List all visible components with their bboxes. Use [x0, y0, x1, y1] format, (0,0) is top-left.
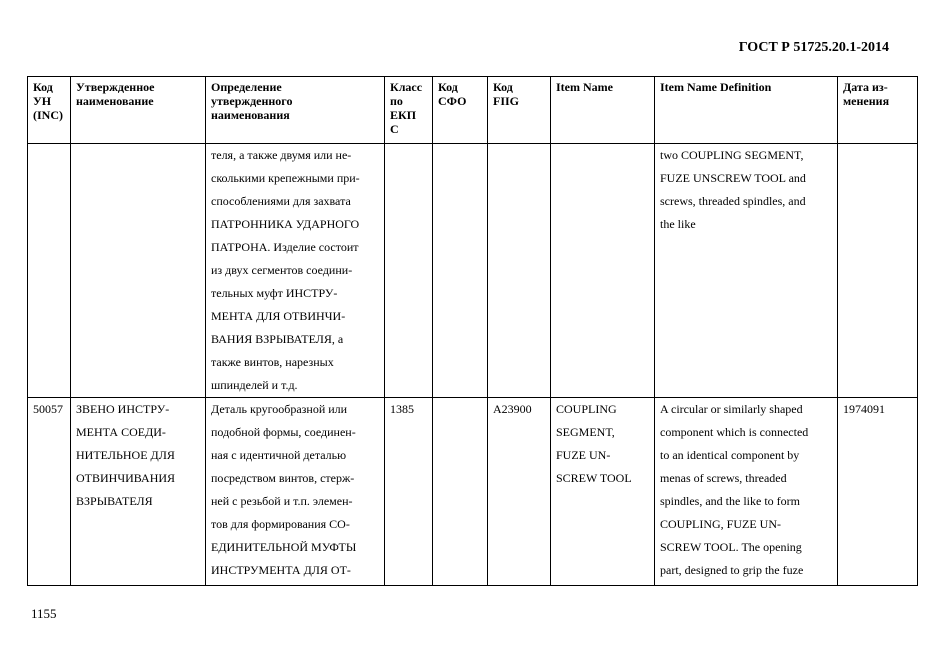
header-class — [385, 77, 433, 144]
cell-text-line: FIIG — [493, 94, 520, 108]
cell-text-line: МЕНТА ДЛЯ ОТВИНЧИ- — [211, 309, 346, 323]
cell-text-line: по — [390, 94, 403, 108]
document-code: ГОСТ Р 51725.20.1-2014 — [738, 40, 889, 55]
cell-text-line: Деталь кругообразной или — [211, 402, 348, 416]
cell-text-line: ВЗРЫВАТЕЛЯ — [76, 494, 153, 508]
cell-text-line: УН — [33, 94, 52, 108]
cell-text-line: ВАНИЯ ВЗРЫВАТЕЛЯ, а — [211, 332, 344, 346]
cell-text-line: A23900 — [493, 402, 532, 416]
cell-text-line: наименование — [76, 94, 154, 108]
cell-text-line: two COUPLING SEGMENT, — [660, 148, 804, 162]
cell-text-line: Утвержденное — [76, 80, 155, 94]
cell-text-line: SCREW TOOL. The opening — [660, 540, 802, 554]
cell-text-line: the like — [660, 217, 696, 231]
cell-text-line: SEGMENT, — [556, 425, 615, 439]
cell-class — [385, 144, 433, 398]
cell-text-line: A circular or similarly shaped — [660, 402, 803, 416]
cell-text-line: С — [390, 122, 399, 136]
header-approved-name — [71, 77, 206, 144]
cell-item-name — [551, 398, 655, 586]
cell-date — [838, 144, 918, 398]
cell-item-definition — [655, 398, 838, 586]
header-date — [838, 77, 918, 144]
header-item-name — [551, 77, 655, 144]
cell-item-name — [551, 144, 655, 398]
cell-text-line: сколькими крепежными при- — [211, 171, 360, 185]
cell-text-line: тов для формирования СО- — [211, 517, 350, 531]
cell-text-line: способлениями для захвата — [211, 194, 351, 208]
header-row — [28, 77, 918, 144]
cell-fiig — [488, 398, 551, 586]
cell-text-line: COUPLING, FUZE UN- — [660, 517, 781, 531]
cell-text-line: НИТЕЛЬНОЕ ДЛЯ — [76, 448, 175, 462]
cell-text-line: menas of screws, threaded — [660, 471, 787, 485]
cell-text-line: COUPLING — [556, 402, 617, 416]
cell-text-line: утвержденного — [211, 94, 293, 108]
cell-text-line: МЕНТА СОЕДИ- — [76, 425, 166, 439]
cell-sfo — [433, 398, 488, 586]
cell-text-line: тельных муфт ИНСТРУ- — [211, 286, 338, 300]
cell-text-line: spindles, and the like to form — [660, 494, 800, 508]
cell-text-line: ЕДИНИТЕЛЬНОЙ МУФТЫ — [211, 540, 357, 554]
cell-text-line: screws, threaded spindles, and — [660, 194, 806, 208]
cell-text-line: наименования — [211, 108, 290, 122]
cell-definition — [206, 144, 385, 398]
cell-text-line: из двух сегментов соедини- — [211, 263, 353, 277]
cell-fiig — [488, 144, 551, 398]
cell-text-line: менения — [843, 94, 890, 108]
cell-text-line: 1974091 — [843, 402, 885, 416]
cell-text-line: Item Name Definition — [660, 80, 772, 94]
cell-text-line: подобной формы, соединен- — [211, 425, 356, 439]
cell-text-line: 50057 — [33, 402, 63, 416]
cell-text-line: to an identical component by — [660, 448, 800, 462]
cell-text-line: ПАТРОНА. Изделие состоит — [211, 240, 359, 254]
cell-approved-name — [71, 398, 206, 586]
cell-text-line: посредством винтов, стерж- — [211, 471, 355, 485]
header-inc — [28, 77, 71, 144]
cell-inc — [28, 398, 71, 586]
cell-text-line: Код — [493, 80, 513, 94]
header-fiig — [488, 77, 551, 144]
table-row — [28, 398, 918, 586]
cell-text-line: FUZE UN- — [556, 448, 611, 462]
cell-text-line: ИНСТРУМЕНТА ДЛЯ ОТ- — [211, 563, 351, 577]
catalog-table — [27, 76, 918, 586]
cell-text-line: ПАТРОННИКА УДАРНОГО — [211, 217, 360, 231]
header-item-definition — [655, 77, 838, 144]
cell-text-line: ней с резьбой и т.п. элемен- — [211, 494, 353, 508]
cell-text-line: Код — [438, 80, 458, 94]
cell-date — [838, 398, 918, 586]
cell-inc — [28, 144, 71, 398]
cell-text-line: ОТВИНЧИВАНИЯ — [76, 471, 176, 485]
cell-text-line: ЗВЕНО ИНСТРУ- — [76, 402, 170, 416]
cell-text-line: (INC) — [33, 108, 63, 122]
cell-sfo — [433, 144, 488, 398]
cell-text-line: component which is connected — [660, 425, 809, 439]
cell-text-line: FUZE UNSCREW TOOL and — [660, 171, 806, 185]
cell-text-line: ЕКП — [390, 108, 417, 122]
cell-text-line: Код — [33, 80, 53, 94]
cell-text-line: Item Name — [556, 80, 613, 94]
cell-text-line: Определение — [211, 80, 282, 94]
cell-text-line: СФО — [438, 94, 467, 108]
cell-text-line: также винтов, нарезных — [211, 355, 334, 369]
cell-text-line: part, designed to grip the fuze — [660, 563, 804, 577]
cell-text-line: теля, а также двумя или не- — [211, 148, 352, 162]
cell-text-line: Дата из- — [843, 80, 888, 94]
table-row — [28, 144, 918, 398]
header-definition — [206, 77, 385, 144]
cell-text-line: ная с идентичной деталью — [211, 448, 347, 462]
cell-definition — [206, 398, 385, 586]
cell-approved-name — [71, 144, 206, 398]
cell-text-line: шпинделей и т.д. — [211, 378, 298, 392]
cell-class — [385, 398, 433, 586]
cell-text-line: 1385 — [390, 402, 414, 416]
cell-text-line: Класс — [390, 80, 423, 94]
cell-text-line: SCREW TOOL — [556, 471, 632, 485]
page-number: 1155 — [31, 606, 57, 621]
header-sfo — [433, 77, 488, 144]
cell-item-definition — [655, 144, 838, 398]
